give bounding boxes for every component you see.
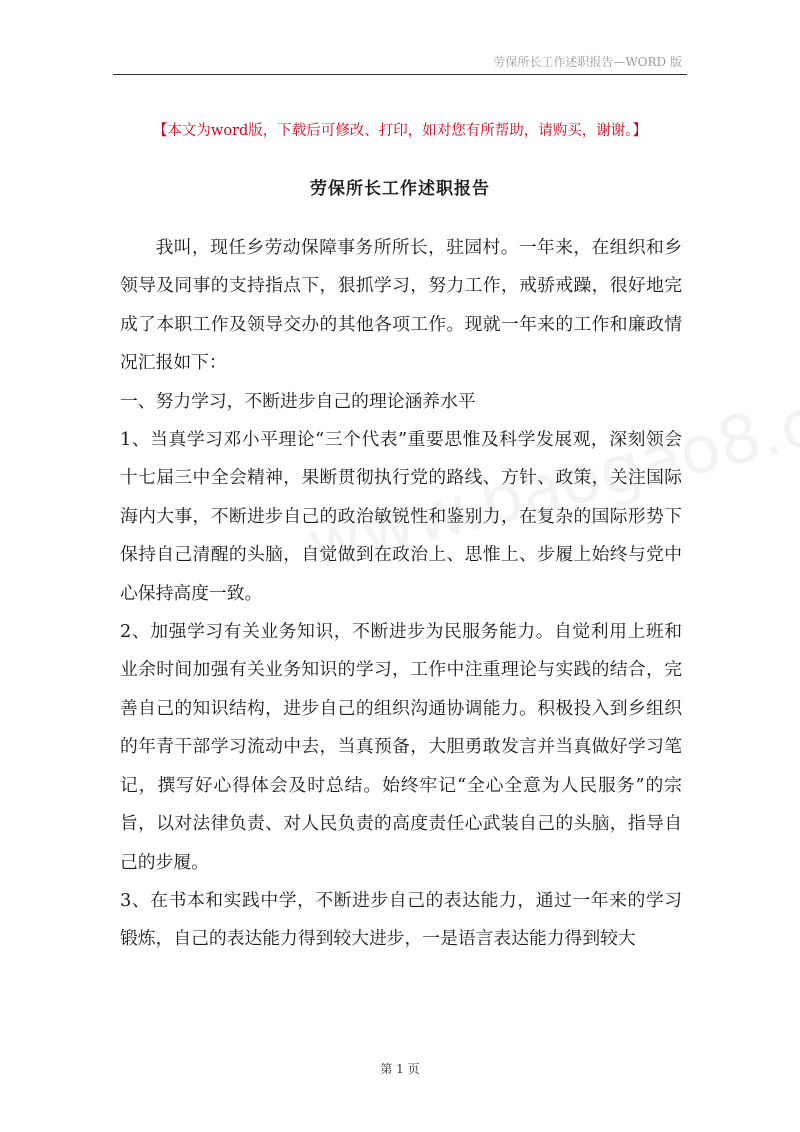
page-number: 第 1 页 (380, 1062, 420, 1076)
document-title: 劳保所长工作述职报告 (310, 179, 490, 199)
body-paragraph: 1、当真学习邓小平理论“三个代表”重要思惟及科学发展观，深刻领会十七届三中全会精神，果断贯彻执行党的路线、方针、政策，关注国际海内大事，不断进步自己的政治敏锐性和鉴别力，在复杂的国际形势下保持自己清醒的头脑，自觉做到在政治上、思惟上、步履上始终与党中心保持高度一致。 (120, 429, 682, 604)
body-paragraph: 3、在书本和实践中学，不断进步自己的表达能力，通过一年来的学习锻炼，自己的表达能力得到较大进步，一是语言表达能力得到较大 (120, 889, 682, 950)
intro-paragraph: 我叫，现任乡劳动保障事务所所长，驻园村。一年来，在组织和乡领导及同事的支持指点下，狠抓学习，努力工作，戒骄戒躁，很好地完成了本职工作及领导交办的其他各项工作。现就一年来的工作和廉政情况汇报如下： (120, 237, 682, 374)
section-heading: 一、努力学习，不断进步自己的理论涵养水平 (120, 390, 476, 412)
body-paragraph: 2、加强学习有关业务知识，不断进步为民服务能力。自觉利用上班和业余时间加强有关业务知识的学习，工作中注重理论与实践的结合，完善自己的知识结构，进步自己的组织沟通协调能力。积极投入到乡组织的年青干部学习流动中去，当真预备，大胆勇敢发言并当真做好学习笔记，撰写好心得体会及时总结。始终牢记“全心全意为人民服务”的宗旨，以对法律负责、对人民负责的高度责任心武装自己的头脑，指导自己的步履。 (120, 621, 682, 873)
document-body (120, 229, 682, 959)
header-divider (113, 74, 687, 75)
running-header: 劳保所长工作述职报告—WORD 版 (493, 55, 682, 69)
purchase-notice: 【本文为word版，下载后可修改、打印，如对您有所帮助，请购买，谢谢。】 (152, 123, 648, 139)
